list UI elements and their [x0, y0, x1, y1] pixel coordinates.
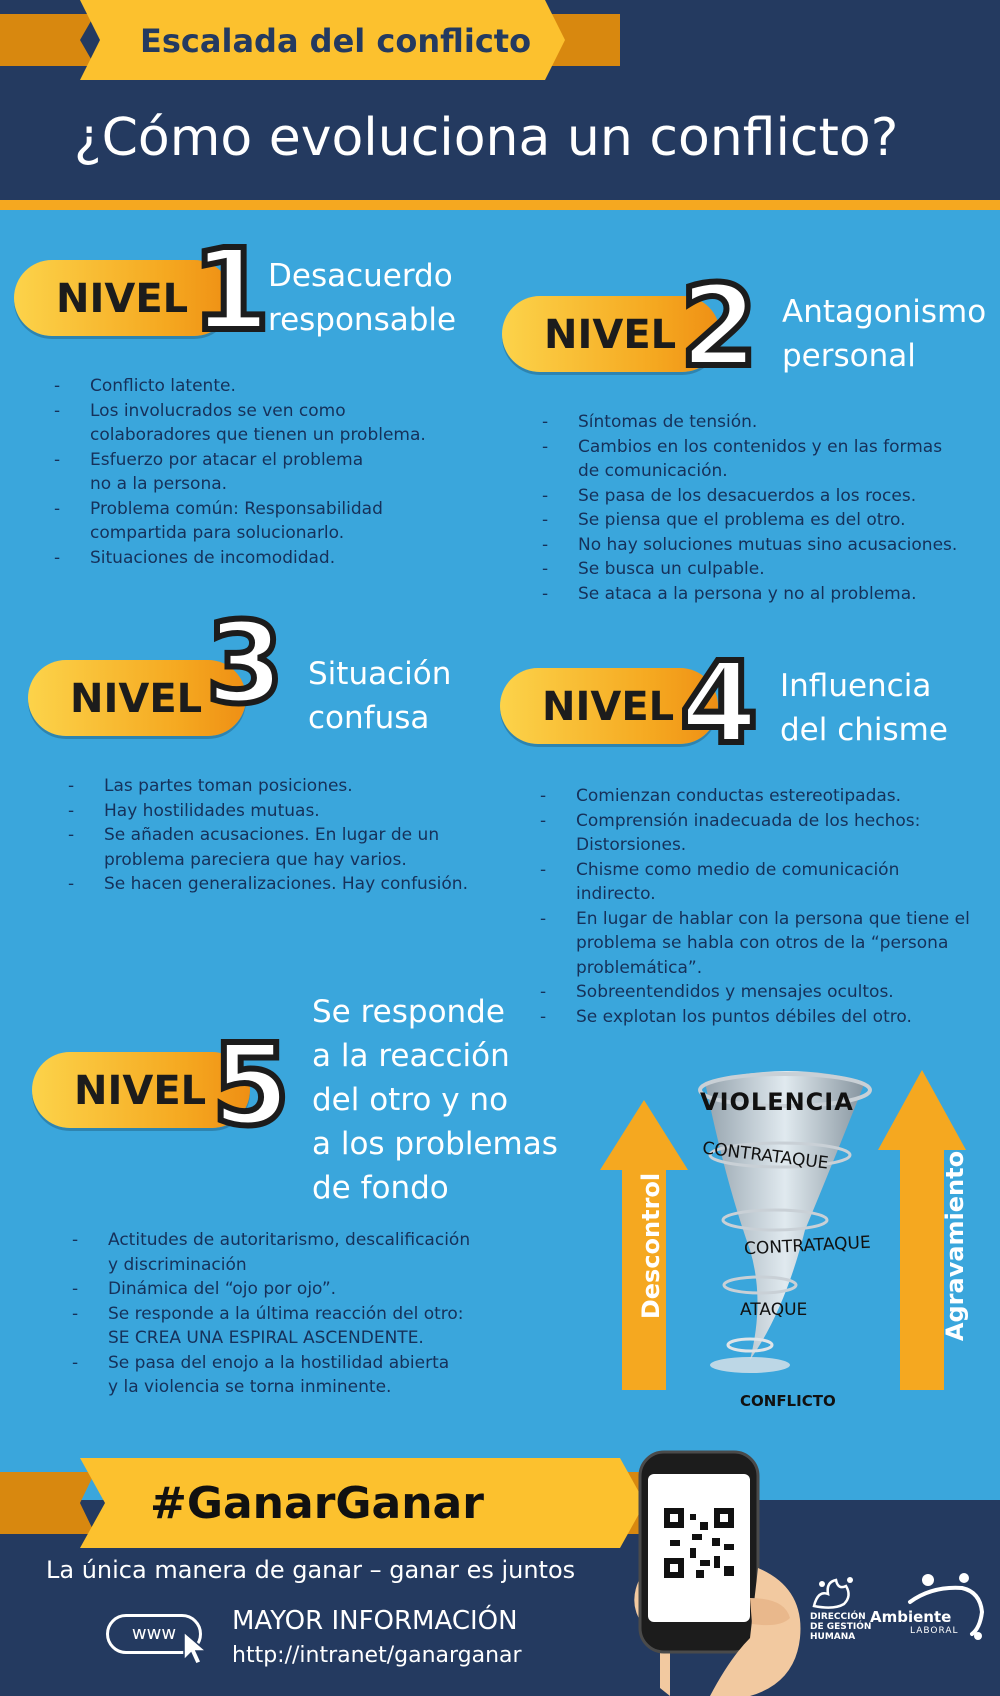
level-1-list: [54, 374, 426, 570]
tornado-label-conflicto: CONFLICTO: [740, 1392, 836, 1410]
level-2-title: Antagonismo personal: [782, 294, 987, 374]
list-item: - Se busca un culpable.: [542, 557, 957, 582]
level-5-title: Se responde a la reacción del otro y no a los problemas de fondo: [312, 994, 558, 1206]
list-item: - Los involucrados se ven como colaboradores que tienen un problema.: [54, 399, 426, 448]
list-item: - Se piensa que el problema es del otro.: [542, 508, 957, 533]
tornado-label-violencia: VIOLENCIA: [700, 1088, 854, 1116]
level-4-title: Influencia del chisme: [780, 668, 948, 748]
level-2-word: NIVEL: [544, 312, 677, 358]
gestion-humana-logo-text: DIRECCIÓN DE GESTIÓN HUMANA: [810, 1612, 872, 1642]
list-item: - Las partes toman posiciones.: [68, 774, 468, 799]
list-item: - Esfuerzo por atacar el problema no a la persona.: [54, 448, 426, 497]
list-item: - Chisme como medio de comunicación indirecto.: [540, 858, 970, 907]
level-1-title: Desacuerdo responsable: [268, 258, 457, 338]
level-5-number: 5: [212, 1021, 290, 1151]
list-item: - Sobreentendidos y mensajes ocultos.: [540, 980, 970, 1005]
intranet-link[interactable]: http://intranet/ganarganar: [232, 1643, 522, 1668]
hashtag: #GanarGanar: [150, 1478, 484, 1529]
tornado-label-ataque: ATAQUE: [740, 1300, 808, 1320]
list-item: - Síntomas de tensión.: [542, 410, 957, 435]
page-title: ¿Cómo evoluciona un conflicto?: [74, 108, 899, 168]
phone-qr-graphic: [600, 1448, 815, 1696]
list-item: - Comprensión inadecuada de los hechos: Distorsiones.: [540, 809, 970, 858]
list-item: - Se pasa del enojo a la hostilidad abierta y la violencia se torna inminente.: [72, 1351, 470, 1400]
level-1-number: 1: [192, 226, 270, 356]
level-4-list: [540, 784, 970, 1029]
level-5-word: NIVEL: [74, 1068, 207, 1114]
level-3-list: [68, 774, 468, 897]
level-4-word: NIVEL: [542, 684, 675, 730]
level-5-list: [72, 1228, 470, 1400]
descontrol-arrow-label: Descontrol: [637, 1172, 666, 1320]
level-3-title: Situación confusa: [308, 656, 452, 736]
tagline: La única manera de ganar – ganar es juntos: [46, 1556, 576, 1584]
list-item: - Cambios en los contenidos y en las formas de comunicación.: [542, 435, 957, 484]
list-item: - No hay soluciones mutuas sino acusaciones.: [542, 533, 957, 558]
list-item: - Dinámica del “ojo por ojo”.: [72, 1277, 470, 1302]
list-item: - En lugar de hablar con la persona que tiene el problema se habla con otros de la “persona problemática”.: [540, 907, 970, 981]
list-item: - Conflicto latente.: [54, 374, 426, 399]
ambiente-laboral-logo-text: Ambiente: [870, 1608, 952, 1626]
www-icon[interactable]: www: [106, 1614, 202, 1654]
level-2-number: 2: [680, 262, 758, 392]
level-2-list: [542, 410, 957, 606]
tornado-label-contrataque-mid: CONTRATAQUE: [743, 1232, 872, 1260]
level-3-word: NIVEL: [70, 676, 203, 722]
more-info-label: MAYOR INFORMACIÓN: [232, 1606, 518, 1636]
list-item: - Hay hostilidades mutuas.: [68, 799, 468, 824]
header-ribbon-text: Escalada del conflicto: [140, 22, 532, 60]
gestion-humana-logo-icon: [808, 1572, 858, 1612]
list-item: - Se responde a la última reacción del otro: SE CREA UNA ESPIRAL ASCENDENTE.: [72, 1302, 470, 1351]
list-item: - Situaciones de incomodidad.: [54, 546, 426, 571]
level-1-word: NIVEL: [56, 276, 189, 322]
ambiente-laboral-logo-sub: LABORAL: [910, 1626, 959, 1636]
list-item: - Se explotan los puntos débiles del otro.: [540, 1005, 970, 1030]
tornado-label-contrataque-top: CONTRATAQUE: [701, 1138, 830, 1174]
list-item: - Actitudes de autoritarismo, descalificación y discriminación: [72, 1228, 470, 1277]
level-3-number: 3: [206, 599, 284, 729]
level-4-number: 4: [680, 639, 758, 769]
list-item: - Problema común: Responsabilidad compartida para solucionarlo.: [54, 497, 426, 546]
header-stripe: [0, 200, 1000, 210]
list-item: - Se añaden acusaciones. En lugar de un problema pareciera que hay varios.: [68, 823, 468, 872]
list-item: - Se hacen generalizaciones. Hay confusión.: [68, 872, 468, 897]
list-item: - Se pasa de los desacuerdos a los roces.: [542, 484, 957, 509]
cursor-icon: [182, 1630, 212, 1666]
list-item: - Se ataca a la persona y no al problema.: [542, 582, 957, 607]
agravamiento-arrow-label: Agravamiento: [941, 1150, 970, 1342]
list-item: - Comienzan conductas estereotipadas.: [540, 784, 970, 809]
